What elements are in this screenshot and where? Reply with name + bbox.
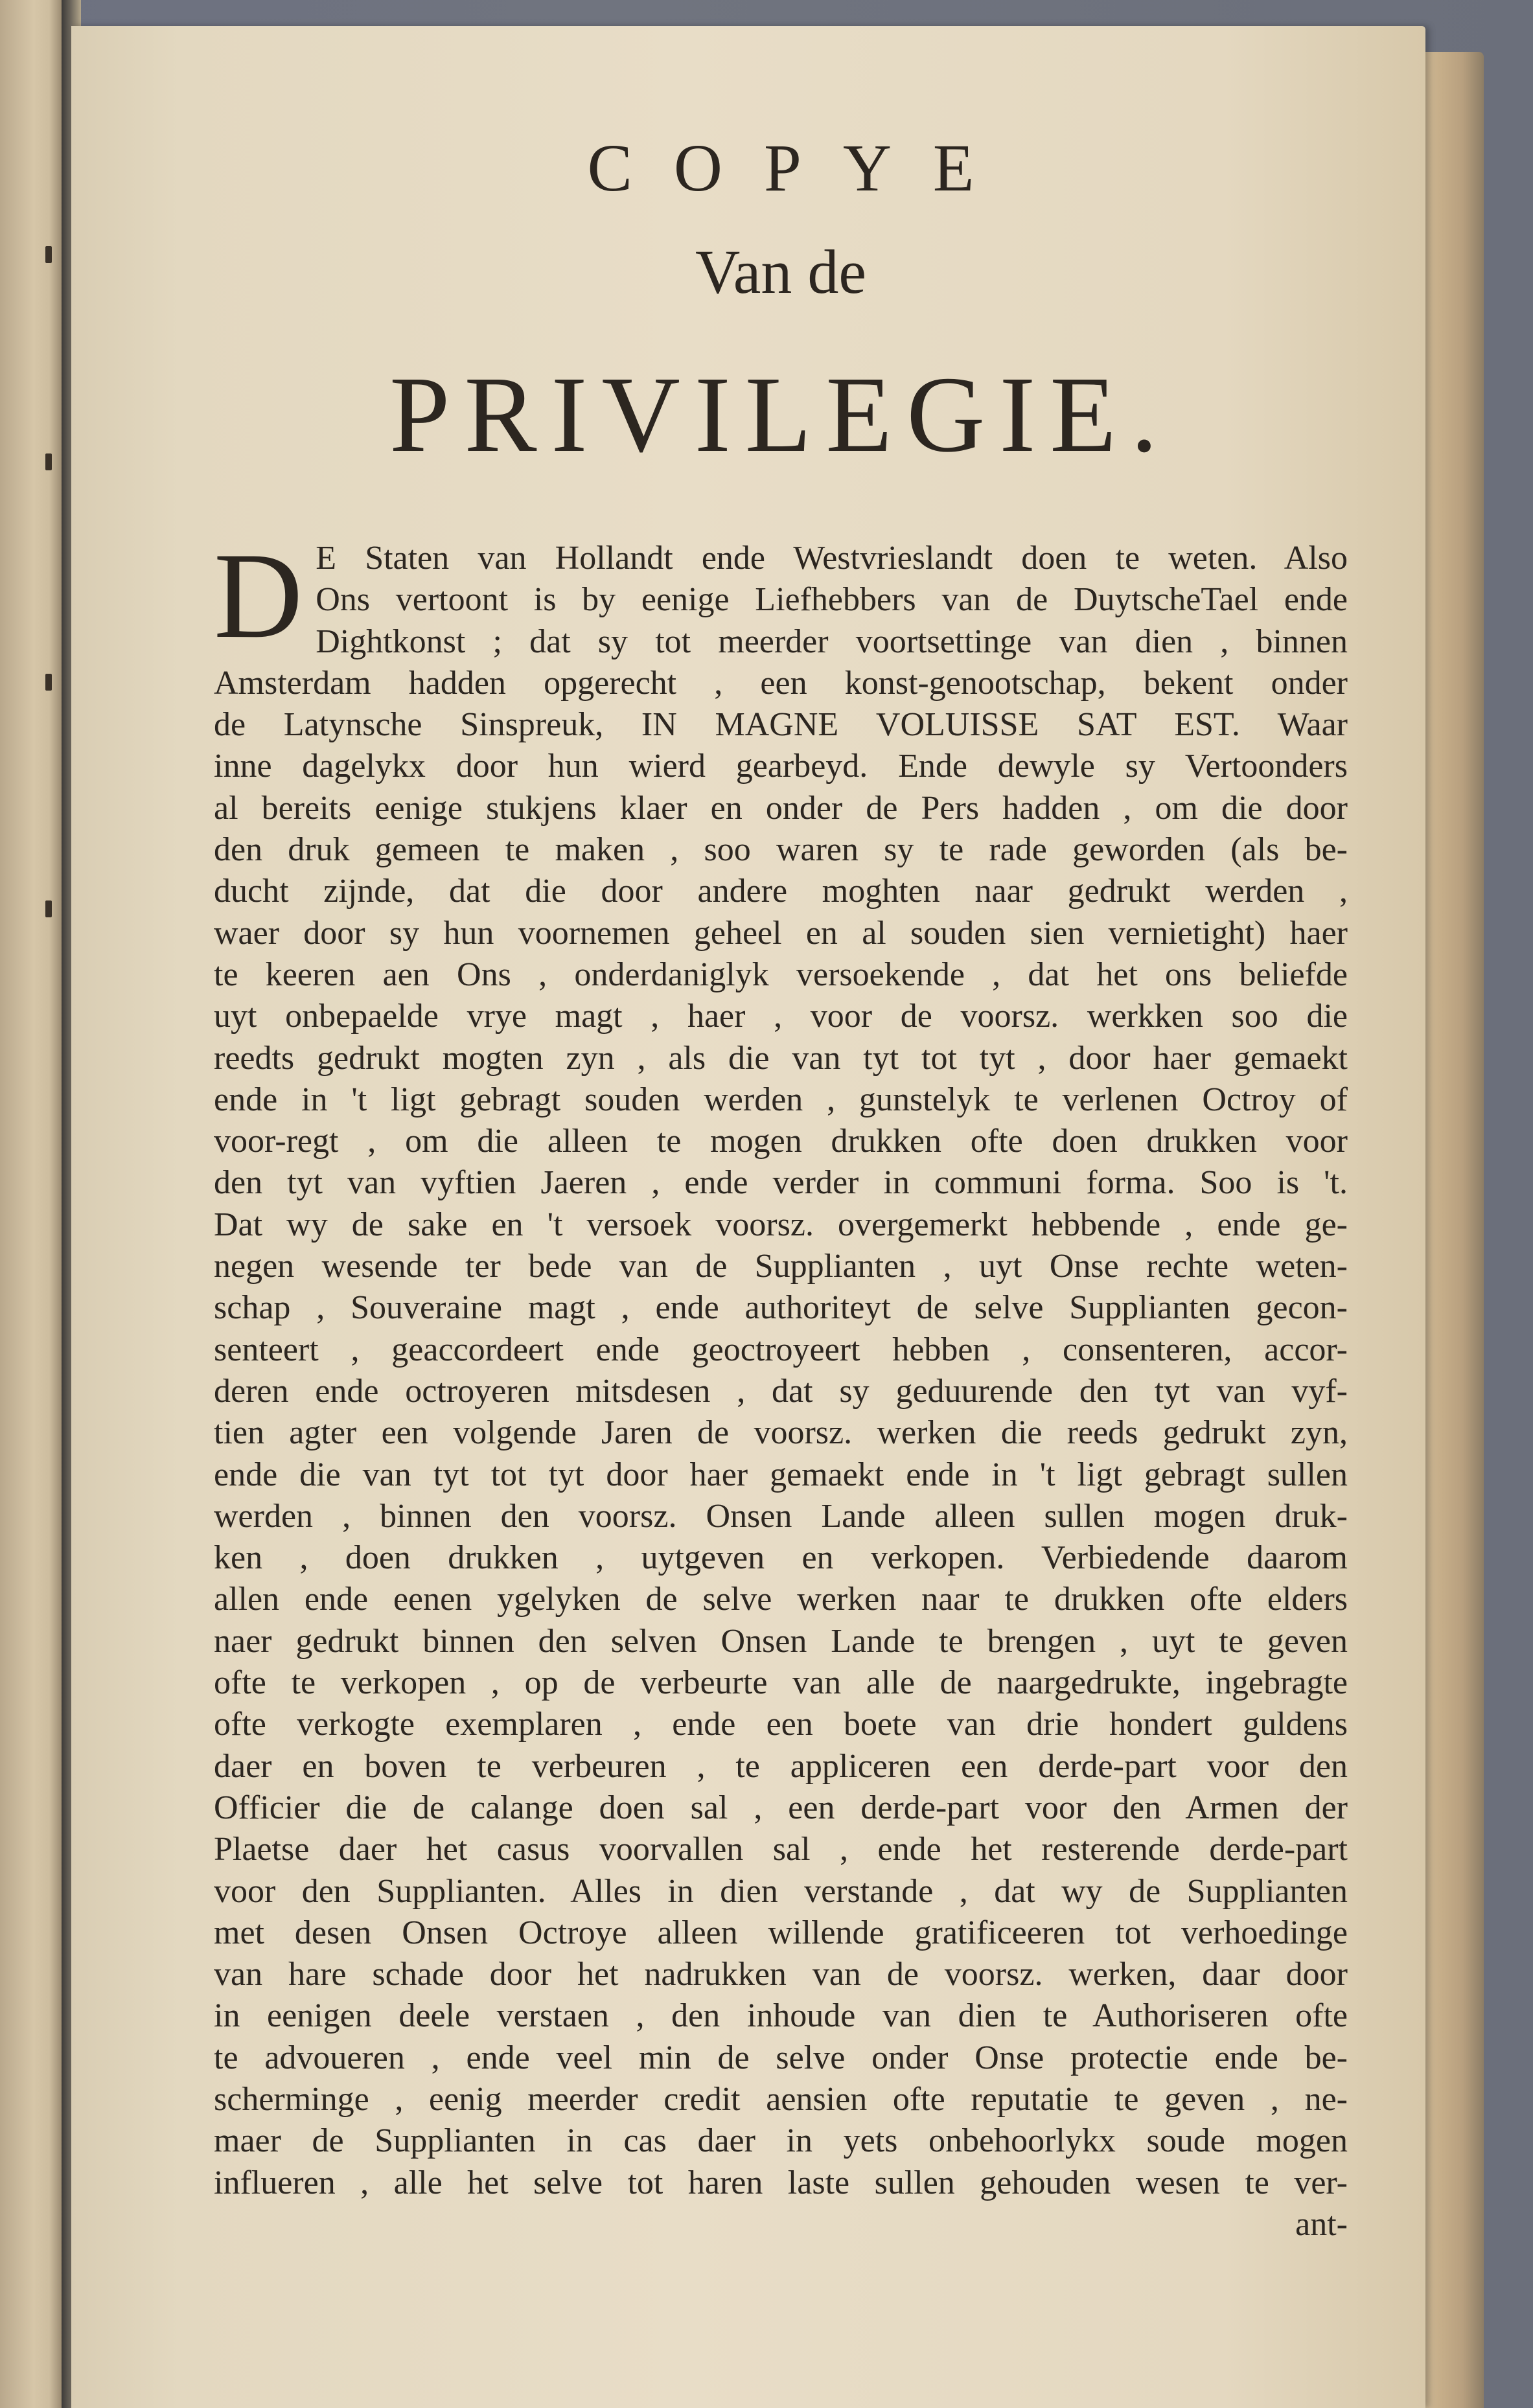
text-line: ofte te verkopen , op de verbeurte van alle de naargedrukte, ingebragte (214, 1664, 1348, 1702)
heading-van-de: Van de (695, 237, 866, 306)
text-line: schap , Souveraine magt , ende authoriteyt de selve Supplianten gecon- (214, 1289, 1348, 1327)
catchword: ant- (1295, 2205, 1348, 2243)
text-line: Plaetse daer het casus voorvallen sal , ende het resterende derde-part (214, 1831, 1348, 1868)
page-content (214, 130, 1348, 2245)
text-line: uyt onbepaelde vrye magt , haer , voor de voorsz. werkken soo die (214, 998, 1348, 1035)
text-line: inne dagelykx door hun wierd gearbeyd. Ende dewyle sy Vertoonders (214, 748, 1348, 785)
heading-privilegie: PRIVILEGIE. (389, 354, 1172, 475)
text-line: met desen Onsen Octroye alleen willende gratificeeren tot verhoedinge (214, 1914, 1348, 1951)
facing-page-ink-mark (45, 453, 52, 470)
text-line: Amsterdam hadden opgerecht , een konst-genootschap, bekent onder (214, 664, 1348, 702)
text-line: influeren , alle het selve tot haren laste sullen gehouden wesen te ver- (214, 2164, 1348, 2201)
privilege-text (214, 528, 1348, 2245)
text-line: Dightkonst ; dat sy tot meerder voortsettinge van dien , binnen (316, 623, 1348, 660)
text-line: maer de Supplianten in cas daer in yets onbehoorlykx soude mogen (214, 2122, 1348, 2160)
drop-cap: D (214, 528, 303, 664)
facing-page-edge (0, 0, 62, 2408)
text-line: ende in 't ligt gebragt souden werden , gunstelyk te verlenen Octroy of (214, 1081, 1348, 1118)
text-line: voor-regt , om die alleen te mogen drukken ofte doen drukken voor (214, 1123, 1348, 1160)
text-line: E Staten van Hollandt ende Westvrieslandt doen te weten. Also (316, 540, 1348, 577)
text-line: reedts gedrukt mogten zyn , als die van tyt tot tyt , door haer gemaekt (214, 1039, 1348, 1077)
text-line: senteert , geaccordeert ende geoctroyeert hebben , consenteren, accor- (214, 1331, 1348, 1368)
text-line: al bereits eenige stukjens klaer en onder de Pers hadden , om die door (214, 789, 1348, 827)
facing-page-ink-mark (45, 674, 52, 691)
text-line: ende die van tyt tot tyt door haer gemaekt ende in 't ligt gebragt sullen (214, 1456, 1348, 1493)
text-line: tien agter een volgende Jaren de voorsz. werken die reeds gedrukt zyn, (214, 1414, 1348, 1452)
text-line: ofte verkogte exemplaren , ende een boete van drie hondert guldens (214, 1706, 1348, 1743)
text-line: ducht zijnde, dat die door andere moghten naar gedrukt werden , (214, 873, 1348, 910)
text-line: scherminge , eenig meerder credit aensien ofte reputatie te geven , ne- (214, 2080, 1348, 2118)
text-lines (214, 528, 1348, 2204)
text-line: daer en boven te verbeuren , te appliceren een derde-part voor den (214, 1747, 1348, 1785)
text-line: in eenigen deele verstaen , den inhoude van dien te Authoriseren ofte (214, 1997, 1348, 2035)
facing-page-ink-mark (45, 900, 52, 917)
text-line: ken , doen drukken , uytgeven en verkopen. Verbiedende daarom (214, 1539, 1348, 1577)
text-line: voor den Supplianten. Alles in dien verstande , dat wy de Supplianten (214, 1872, 1348, 1910)
text-line: naer gedrukt binnen den selven Onsen Lande te brengen , uyt te geven (214, 1622, 1348, 1660)
text-line: den tyt van vyftien Jaeren , ende verder in communi forma. Soo is 't. (214, 1164, 1348, 1202)
text-line: Dat wy de sake en 't versoek voorsz. overgemerkt hebbende , ende ge- (214, 1206, 1348, 1243)
text-line: te keeren aen Ons , onderdaniglyk versoekende , dat het ons beliefde (214, 956, 1348, 993)
text-line: werden , binnen den voorsz. Onsen Lande alleen sullen mogen druk- (214, 1497, 1348, 1535)
text-line: waer door sy hun voornemen geheel en al souden sien vernietight) haer (214, 914, 1348, 952)
heading-copye: COPYE (587, 131, 1016, 205)
text-line: deren ende octroyeren mitsdesen , dat sy geduurende den tyt van vyf- (214, 1372, 1348, 1410)
book-page (71, 26, 1425, 2408)
text-line: te advoueren , ende veel min de selve onder Onse protectie ende be- (214, 2039, 1348, 2076)
text-line: Officier die de calange doen sal , een derde-part voor den Armen der (214, 1789, 1348, 1826)
text-line: allen ende eenen ygelyken de selve werken naar te drukken ofte elders (214, 1581, 1348, 1618)
text-line: den druk gemeen te maken , soo waren sy te rade geworden (als be- (214, 831, 1348, 869)
text-line: van hare schade door het nadrukken van de voorsz. werken, daar door (214, 1956, 1348, 1993)
text-line: de Latynsche Sinspreuk, IN MAGNE VOLUISSE SAT EST. Waar (214, 706, 1348, 744)
text-line: Ons vertoont is by eenige Liefhebbers van de DuytscheTael ende (316, 581, 1348, 619)
text-line: negen wesende ter bede van de Supplianten , uyt Onse rechte weten- (214, 1248, 1348, 1285)
facing-page-ink-mark (45, 246, 52, 263)
